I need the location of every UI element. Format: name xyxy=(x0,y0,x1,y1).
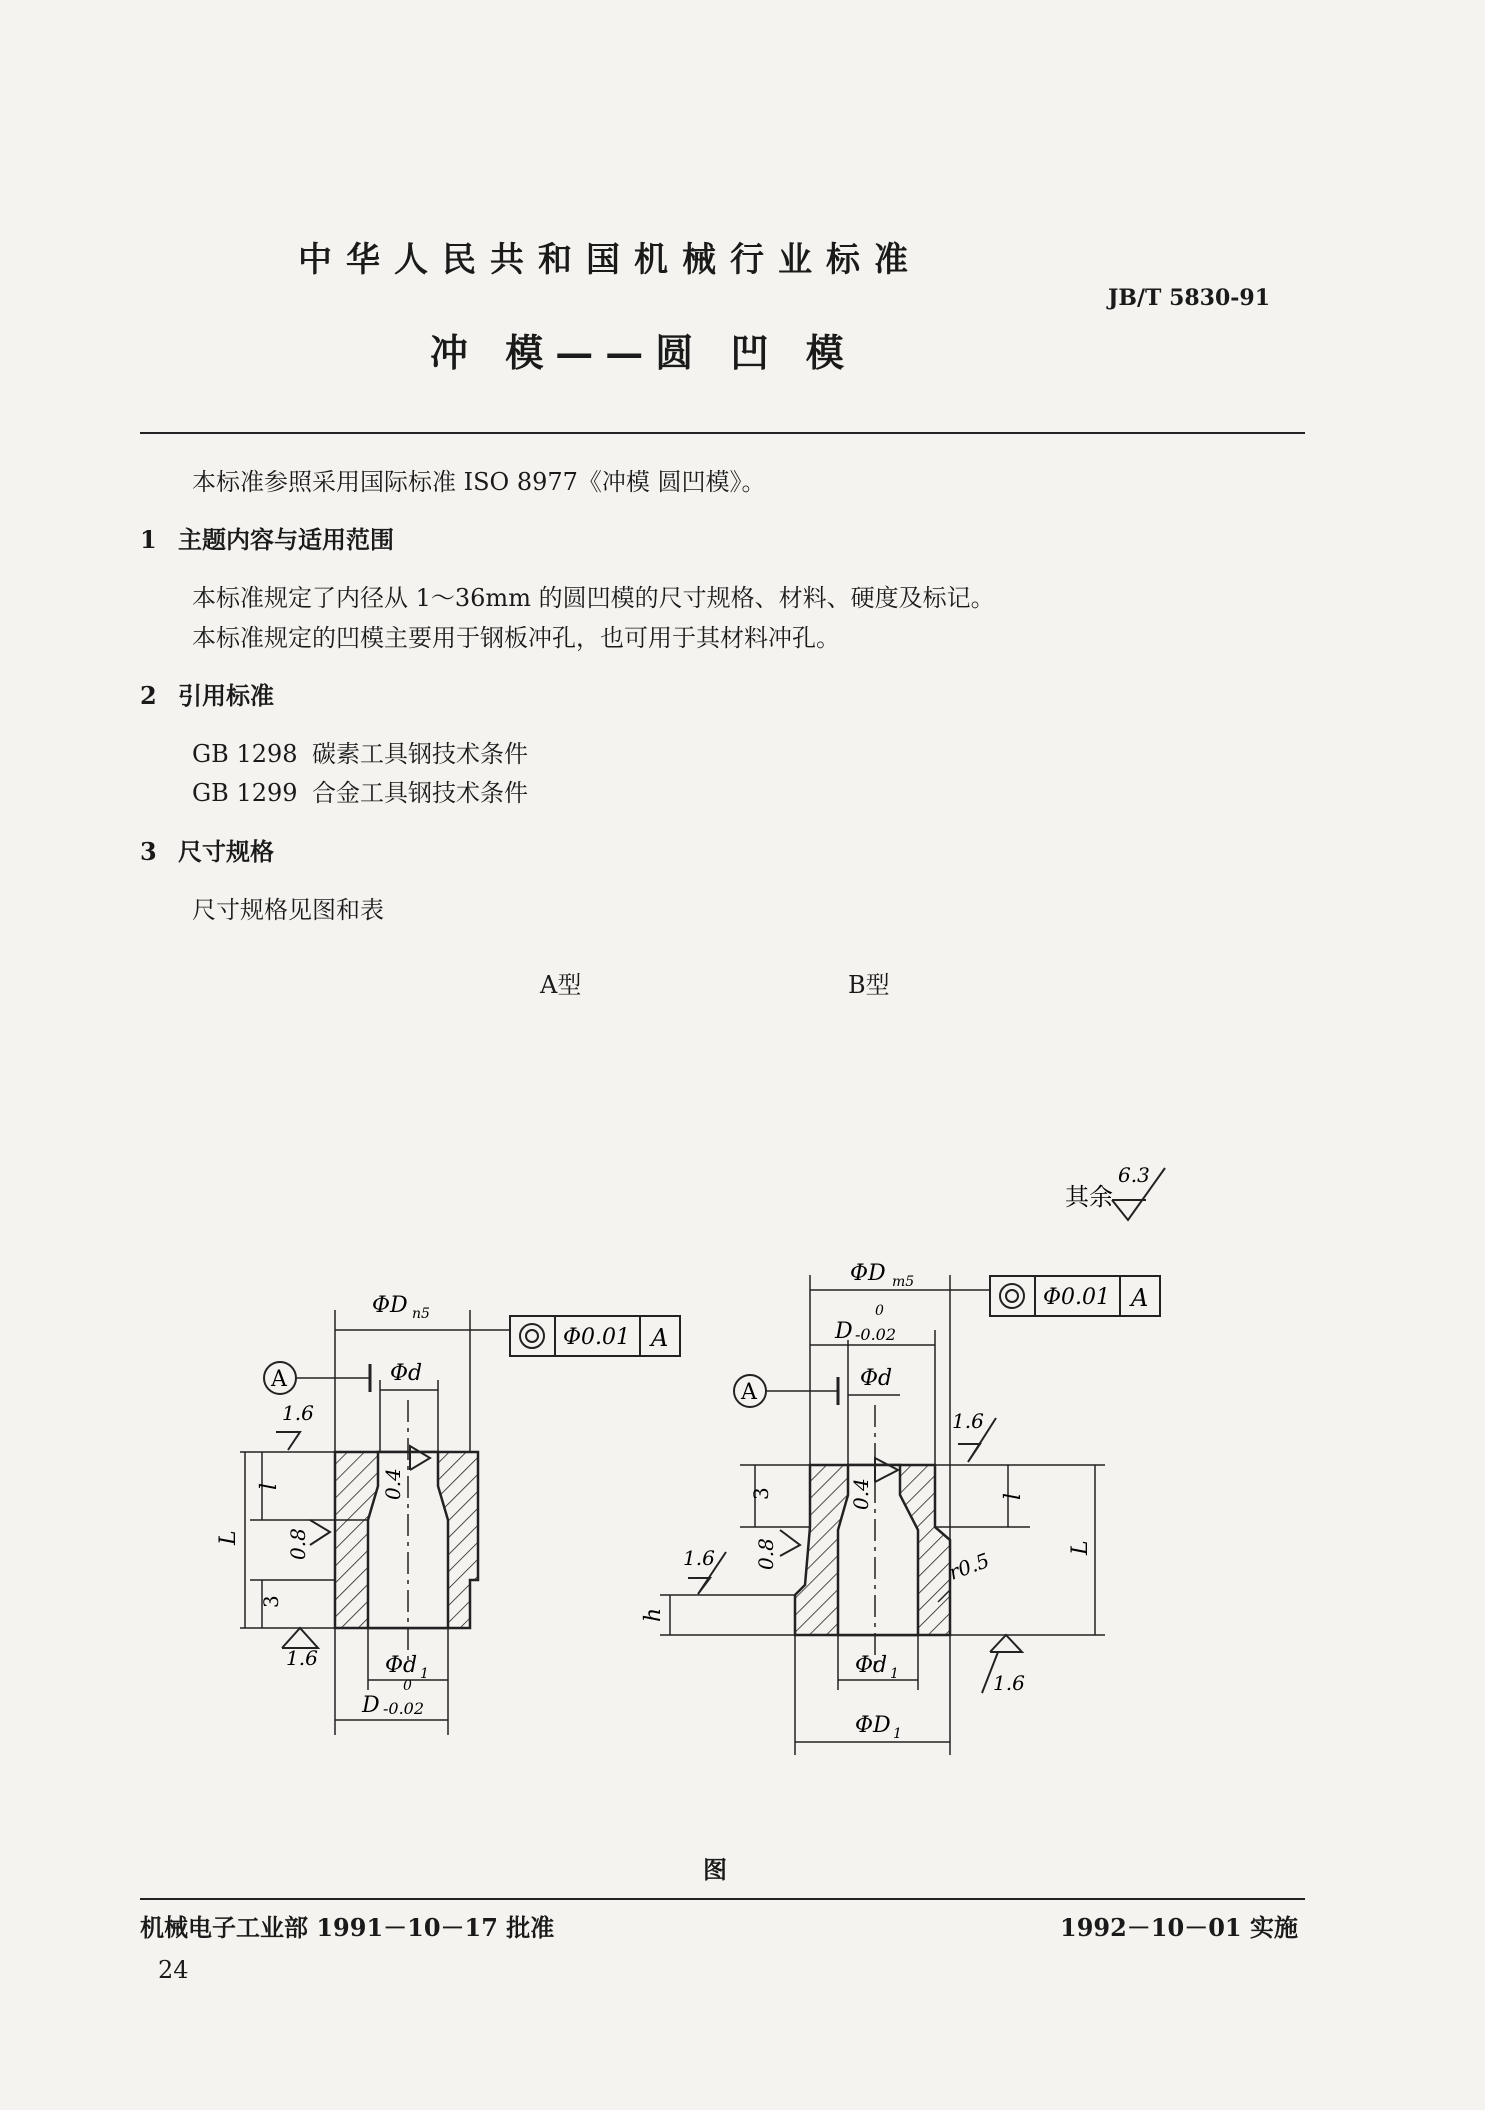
svg-text:1.6: 1.6 xyxy=(952,1409,984,1433)
reference-code: GB 1298 xyxy=(192,740,298,768)
svg-text:Φd: Φd xyxy=(855,1653,888,1678)
section-title: 主题内容与适用范围 xyxy=(178,525,394,554)
svg-text:3: 3 xyxy=(749,1487,773,1500)
section-3-paragraph: 尺寸规格见图和表 xyxy=(192,896,384,924)
type-a-section xyxy=(216,1293,680,1735)
svg-text:A: A xyxy=(271,1367,287,1392)
svg-text:1.6: 1.6 xyxy=(993,1671,1025,1695)
svg-text:1.6: 1.6 xyxy=(683,1546,715,1570)
svg-text:0.8: 0.8 xyxy=(286,1528,310,1560)
svg-text:其余: 其余 xyxy=(1065,1183,1113,1211)
implementation-text: 1992－10－01 实施 xyxy=(1060,1913,1298,1942)
svg-text:6.3: 6.3 xyxy=(1118,1163,1150,1187)
svg-text:Φd: Φd xyxy=(390,1361,423,1386)
intro-paragraph: 本标准参照采用国际标准 ISO 8977《冲模 圆凹模》。 xyxy=(192,468,766,496)
section-1-paragraph: 本标准规定的凹模主要用于钢板冲孔，也可用于其材料冲孔。 xyxy=(192,624,840,652)
svg-text:Φ0.01: Φ0.01 xyxy=(1043,1285,1111,1310)
svg-text:1: 1 xyxy=(893,1726,902,1742)
section-number: 1 xyxy=(140,525,157,554)
svg-text:m5: m5 xyxy=(892,1274,915,1290)
svg-text:0: 0 xyxy=(875,1303,884,1319)
svg-text:Φd: Φd xyxy=(385,1653,418,1678)
svg-text:1.6: 1.6 xyxy=(286,1646,318,1670)
type-b-section xyxy=(641,1261,1160,1755)
svg-text:r0.5: r0.5 xyxy=(945,1547,993,1585)
svg-text:A: A xyxy=(741,1380,757,1405)
footer-rule xyxy=(140,1898,1305,1900)
svg-text:A: A xyxy=(651,1324,669,1352)
standard-code: JB/T 5830-91 xyxy=(1108,285,1271,311)
section-number: 3 xyxy=(140,837,157,866)
svg-text:Φd: Φd xyxy=(860,1366,893,1391)
svg-text:D: D xyxy=(835,1319,853,1344)
svg-text:1: 1 xyxy=(890,1666,899,1682)
type-b-label: B型 xyxy=(848,971,890,999)
reference-name: 合金工具钢技术条件 xyxy=(312,779,528,807)
issuing-organization: 中华人民共和国机械行业标准 xyxy=(298,240,922,280)
type-a-label: A型 xyxy=(540,971,582,999)
svg-text:0.4: 0.4 xyxy=(381,1468,405,1500)
svg-text:n5: n5 xyxy=(412,1306,430,1322)
svg-text:A: A xyxy=(1131,1284,1149,1312)
section-number: 2 xyxy=(140,681,157,710)
section-title: 尺寸规格 xyxy=(178,837,274,866)
page-number: 24 xyxy=(158,1956,189,1984)
reference-code: GB 1299 xyxy=(192,779,298,807)
svg-text:-0.02: -0.02 xyxy=(383,1699,425,1718)
svg-text:-0.02: -0.02 xyxy=(855,1325,897,1344)
svg-text:ΦD: ΦD xyxy=(850,1261,886,1286)
svg-text:h: h xyxy=(641,1607,666,1622)
svg-text:l: l xyxy=(257,1482,282,1490)
approval-text: 机械电子工业部 1991－10－17 批准 xyxy=(140,1913,555,1942)
svg-text:0.4: 0.4 xyxy=(849,1478,873,1510)
svg-text:0: 0 xyxy=(403,1678,412,1694)
svg-text:1: 1 xyxy=(420,1666,429,1682)
document-title: 冲 模——圆 凹 模 xyxy=(430,330,856,375)
svg-text:Φ0.01: Φ0.01 xyxy=(563,1325,631,1350)
svg-text:L: L xyxy=(216,1530,241,1545)
svg-text:ΦD: ΦD xyxy=(372,1293,408,1318)
svg-text:3: 3 xyxy=(259,1595,283,1608)
section-1-paragraph: 本标准规定了内径从 1～36mm 的圆凹模的尺寸规格、材料、硬度及标记。 xyxy=(192,584,995,612)
svg-text:ΦD: ΦD xyxy=(855,1713,891,1738)
reference-name: 碳素工具钢技术条件 xyxy=(312,740,528,768)
svg-text:L: L xyxy=(1068,1540,1093,1555)
section-title: 引用标准 xyxy=(178,681,274,710)
svg-text:l: l xyxy=(1001,1492,1026,1500)
figure-caption: 图 xyxy=(703,1855,727,1884)
surface-roughness-note xyxy=(1065,1163,1165,1220)
svg-text:1.6: 1.6 xyxy=(282,1401,314,1425)
svg-text:0.8: 0.8 xyxy=(754,1538,778,1570)
svg-text:D: D xyxy=(362,1693,380,1718)
